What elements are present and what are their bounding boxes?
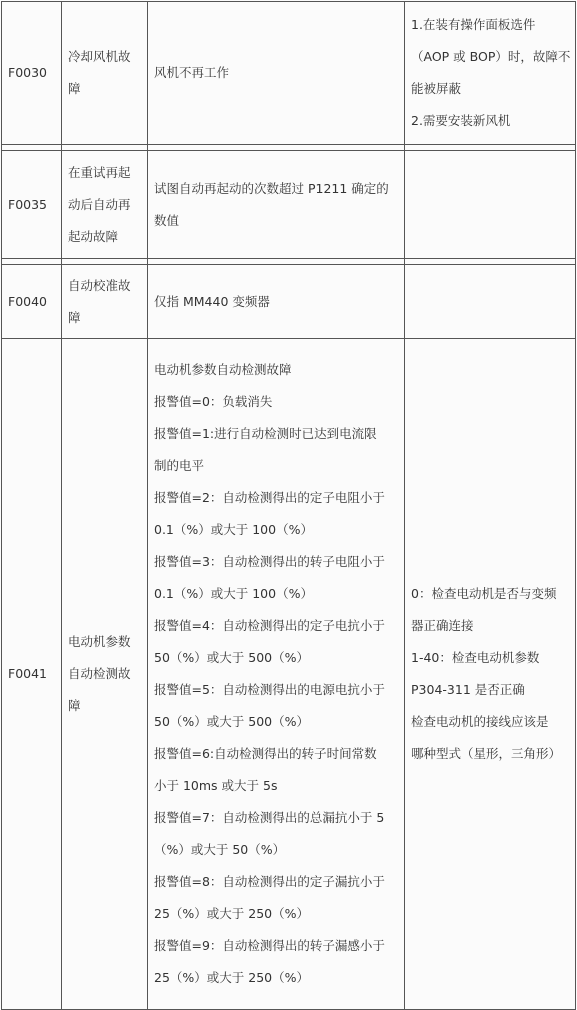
remedy-line: 0：检查电动机是否与变频 xyxy=(411,586,557,601)
fault-name-line: 自动检测故 xyxy=(68,666,131,681)
description-line: 报警值=2：自动检测得出的定子电阻小于 xyxy=(154,490,385,505)
remedy-line: 器正确连接 xyxy=(411,618,474,633)
fault-name-line: 动后自动再 xyxy=(68,196,131,212)
remedy-line: 哪种型式（星形，三角形） xyxy=(411,746,562,761)
fault-name-line: 障 xyxy=(68,698,81,713)
table-row xyxy=(2,2,576,145)
description-line: 仅指 MM440 变频器 xyxy=(154,293,270,309)
fault-name-line: 在重试再起 xyxy=(68,164,131,180)
description-line: 50（%）或大于 500（%） xyxy=(154,650,309,665)
description-line: 0.1（%）或大于 100（%） xyxy=(154,522,313,537)
fault-name-line: 电动机参数 xyxy=(68,634,131,649)
description-line: 报警值=7：自动检测得出的总漏抗小于 5 xyxy=(154,810,385,825)
description-line: 报警值=9：自动检测得出的转子漏感小于 xyxy=(154,938,385,953)
fault-table xyxy=(1,1,576,1010)
fault-code: F0040 xyxy=(2,265,62,339)
description-line: 电动机参数自动检测故障 xyxy=(154,362,292,377)
description-line: 0.1（%）或大于 100（%） xyxy=(154,586,313,601)
table-row xyxy=(2,151,576,259)
description-line: 报警值=8：自动检测得出的定子漏抗小于 xyxy=(154,874,385,889)
fault-name-line: 自动校准故 xyxy=(68,277,131,293)
description-line: （%）或大于 50（%） xyxy=(154,842,286,857)
fault-name xyxy=(62,339,148,1010)
fault-remedy xyxy=(405,2,576,145)
remedy-line: P304-311 是否正确 xyxy=(411,682,525,697)
description-line: 50（%）或大于 500（%） xyxy=(154,714,309,729)
description-line: 小于 10ms 或大于 5s xyxy=(154,778,278,793)
fault-description xyxy=(148,339,405,1010)
fault-description xyxy=(148,151,405,259)
remedy-line: 2.需要安装新风机 xyxy=(411,113,511,128)
description-line: 报警值=1:进行自动检测时已达到电流限 xyxy=(154,426,377,441)
fault-name-line: 障 xyxy=(68,309,81,325)
description-line: 报警值=3：自动检测得出的转子电阻小于 xyxy=(154,554,385,569)
remedy-line: 检查电动机的接线应该是 xyxy=(411,714,549,729)
table-row xyxy=(2,265,576,339)
description-line: 制的电平 xyxy=(154,458,205,473)
description-line: 试图自动再起动的次数超过 P1211 确定的 xyxy=(154,180,389,196)
fault-name xyxy=(62,2,148,145)
fault-name-line: 障 xyxy=(68,81,81,96)
description-line: 报警值=4：自动检测得出的定子电抗小于 xyxy=(154,618,385,633)
remedy-line: 能被屏蔽 xyxy=(411,81,462,96)
remedy-line: 1.在装有操作面板选件 xyxy=(411,17,536,32)
description-line: 25（%）或大于 250（%） xyxy=(154,906,309,921)
fault-remedy xyxy=(405,151,576,259)
fault-code: F0041 xyxy=(2,339,62,1010)
fault-name-line: 冷却风机故 xyxy=(68,49,131,64)
table-row xyxy=(2,339,576,1010)
description-line: 报警值=6:自动检测得出的转子时间常数 xyxy=(154,746,377,761)
description-line: 数值 xyxy=(154,212,180,228)
fault-remedy xyxy=(405,265,576,339)
fault-remedy xyxy=(405,339,576,1010)
description-line: 风机不再工作 xyxy=(154,65,230,80)
remedy-line: 1-40：检查电动机参数 xyxy=(411,650,540,665)
fault-name xyxy=(62,151,148,259)
fault-description xyxy=(148,265,405,339)
description-line: 报警值=5：自动检测得出的电源电抗小于 xyxy=(154,682,385,697)
description-line: 报警值=0：负载消失 xyxy=(154,394,273,409)
fault-code: F0030 xyxy=(2,2,62,145)
fault-code: F0035 xyxy=(2,151,62,259)
fault-name xyxy=(62,265,148,339)
fault-description xyxy=(148,2,405,145)
description-line: 25（%）或大于 250（%） xyxy=(154,970,309,985)
remedy-line: （AOP 或 BOP）时，故障不 xyxy=(411,49,571,64)
fault-name-line: 起动故障 xyxy=(68,228,119,244)
